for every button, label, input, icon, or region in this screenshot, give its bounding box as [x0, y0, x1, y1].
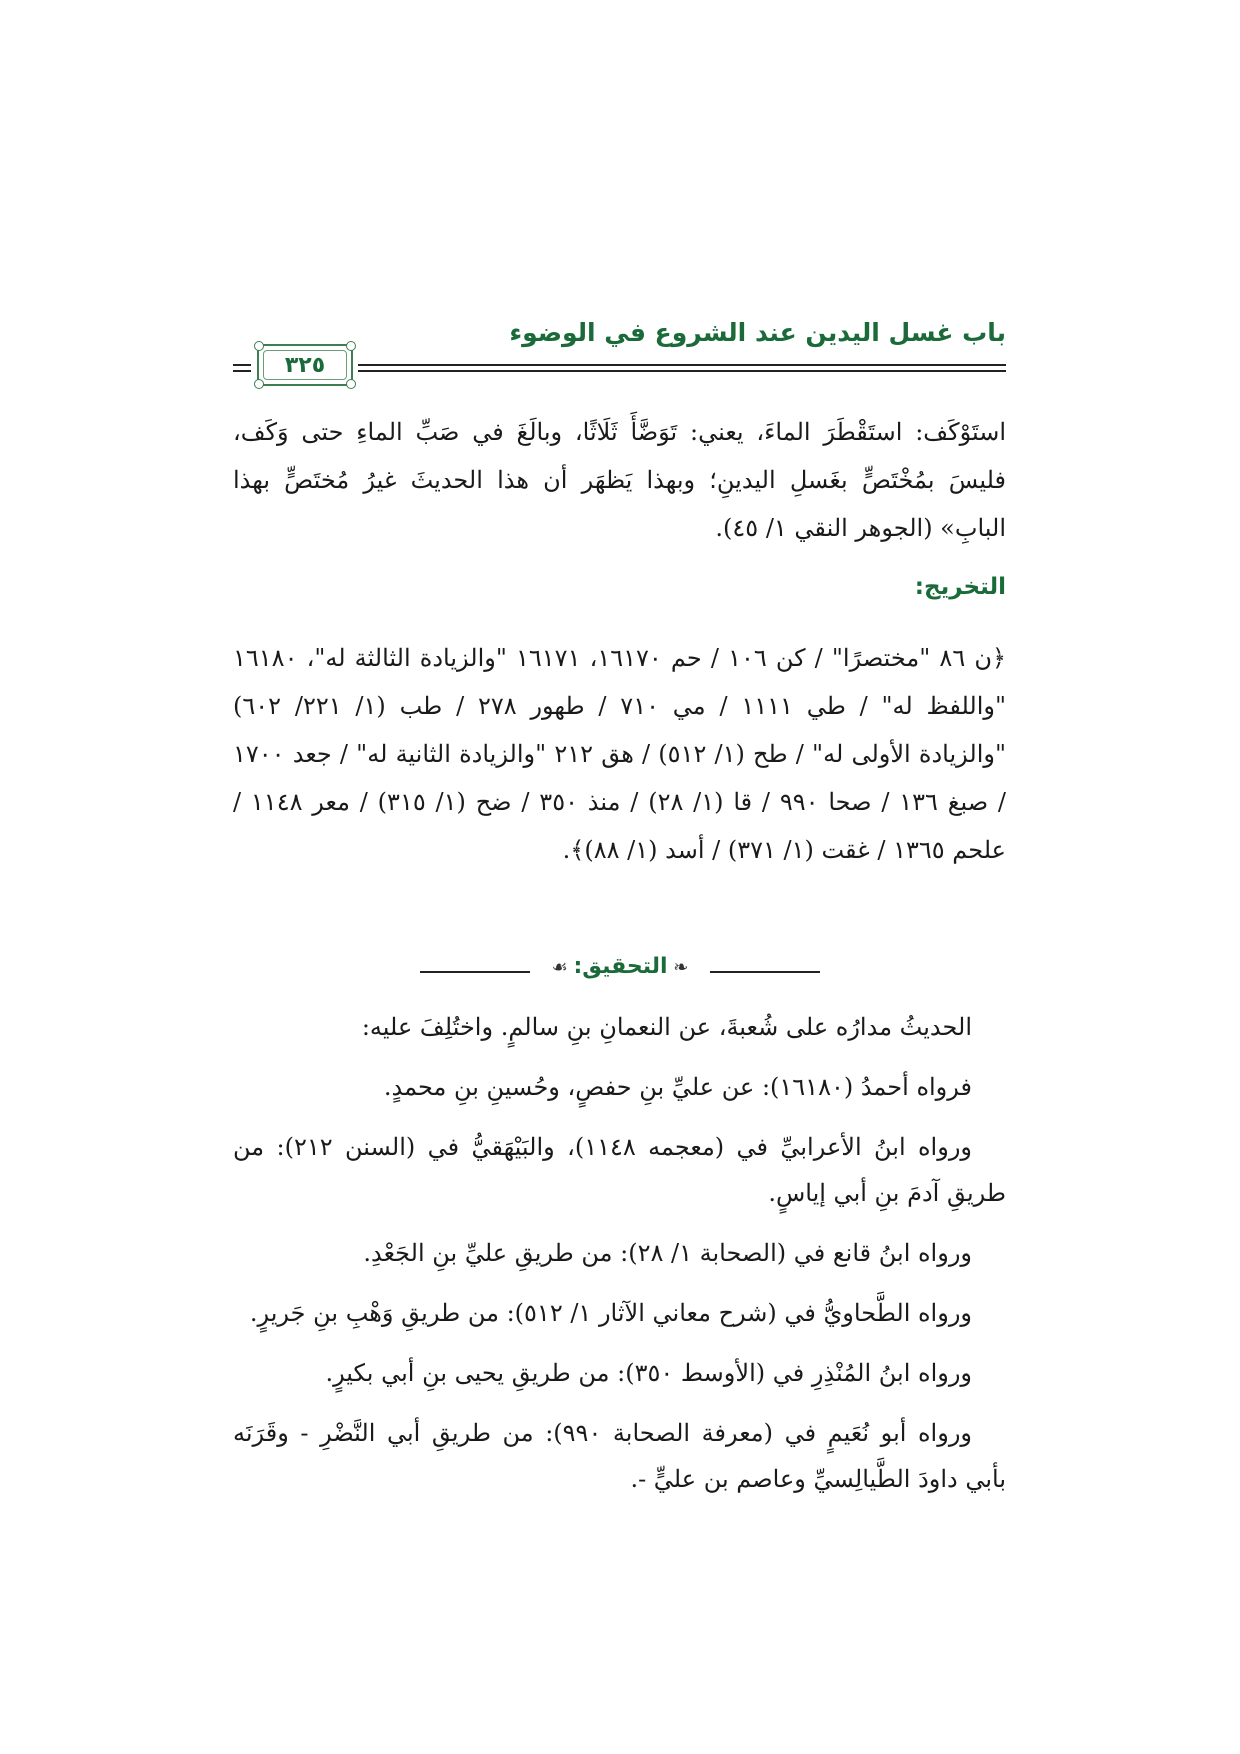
takhrij-heading: التخريج:: [914, 574, 1006, 600]
divider-line-right: [710, 971, 820, 973]
header-rule: [358, 364, 1006, 372]
divider-line-left: [420, 971, 530, 973]
frame-corner-ornament-icon: [346, 379, 356, 389]
divider-ornament-icon: ❧: [667, 957, 689, 978]
tahqiq-divider: [420, 956, 820, 986]
tahqiq-body: [233, 1004, 1006, 1516]
tahqiq-paragraph: ورواه ابنُ المُنْذِرِ في (الأوسط ٣٥٠): من طريقِ يحيى بنِ أبي بكيرٍ.: [325, 1359, 972, 1387]
tahqiq-paragraph: ورواه ابنُ قانع في (الصحابة ١/ ٢٨): من طريقِ عليِّ بنِ الجَعْدِ.: [363, 1239, 972, 1267]
intro-paragraph: استَوْكَف: استَقْطَرَ الماءَ، يعني: تَوَضَّأَ ثَلَاثًا، وبالَغَ في صَبِّ الماءِ حتى وَكَف، فليسَ بمُخْتَصٍّ بغَسلِ اليدينِ؛ وبهذا يَظهَر أن هذا الحديثَ غيرُ مُختَصٍّ بهذا البابِ» (الجوهر النقي ١/ ٤٥).: [233, 418, 1006, 542]
divider-ornament-icon: ☙: [551, 957, 574, 978]
tahqiq-paragraph: ورواه ابنُ الأعرابيِّ في (معجمه ١١٤٨)، والبَيْهَقيُّ في (السنن ٢١٢): من طريقِ آدمَ بنِ أبي إياسٍ.: [233, 1133, 1006, 1207]
takhrij-paragraph: ﴿ن ٨٦ "مختصرًا" / كن ١٠٦ / حم ١٦١٧٠، ١٦١٧١ "والزيادة الثالثة له"، ١٦١٨٠ "واللفظ له" / طي ١١١١ / مي ٧١٠ / طهور ٢٧٨ / طب (١/ ٢٢١/ ٦٠٢) "والزيادة الأولى له" / طح (١/ ٥١٢) / هق ٢١٢ "والزيادة الثانية له" / جعد ١٧٠٠ / صبغ ١٣٦ / صحا ٩٩٠ / قا (١/ ٢٨) / منذ ٣٥٠ / ضح (١/ ٣١٥) / معر ١١٤٨ / علحم ١٣٦٥ / غقت (١/ ٣٧١) / أسد (١/ ٨٨)﴾.: [233, 644, 1007, 864]
tahqiq-paragraph: ورواه الطَّحاويُّ في (شرح معاني الآثار ١/ ٥١٢): من طريقِ وَهْبِ بنِ جَريرٍ.: [249, 1299, 972, 1327]
tahqiq-paragraph: فرواه أحمدُ (١٦١٨٠): عن عليِّ بنِ حفصٍ، وحُسينِ بنِ محمدٍ.: [383, 1073, 972, 1101]
chapter-title: باب غسل اليدين عند الشروع في الوضوء: [509, 318, 1006, 347]
page-number: ٣٢٥: [263, 350, 347, 380]
tahqiq-heading: التحقيق:: [573, 954, 668, 979]
page-number-frame: [257, 344, 353, 386]
header-rule-left: [233, 364, 251, 372]
frame-corner-ornament-icon: [346, 341, 356, 351]
tahqiq-paragraph: الحديثُ مدارُه على شُعبةَ، عن النعمانِ بنِ سالمٍ. واختُلِفَ عليه:: [361, 1013, 972, 1041]
running-header: [233, 318, 1006, 378]
frame-corner-ornament-icon: [254, 379, 264, 389]
tahqiq-heading-wrap: [530, 954, 710, 979]
tahqiq-paragraph: ورواه أبو نُعَيمٍ في (معرفة الصحابة ٩٩٠): من طريقِ أبي النَّضْرِ - وقَرَنَه بأبي داودَ الطَّيالِسيِّ وعاصم بن عليٍّ -.: [233, 1419, 1006, 1493]
frame-corner-ornament-icon: [254, 341, 264, 351]
